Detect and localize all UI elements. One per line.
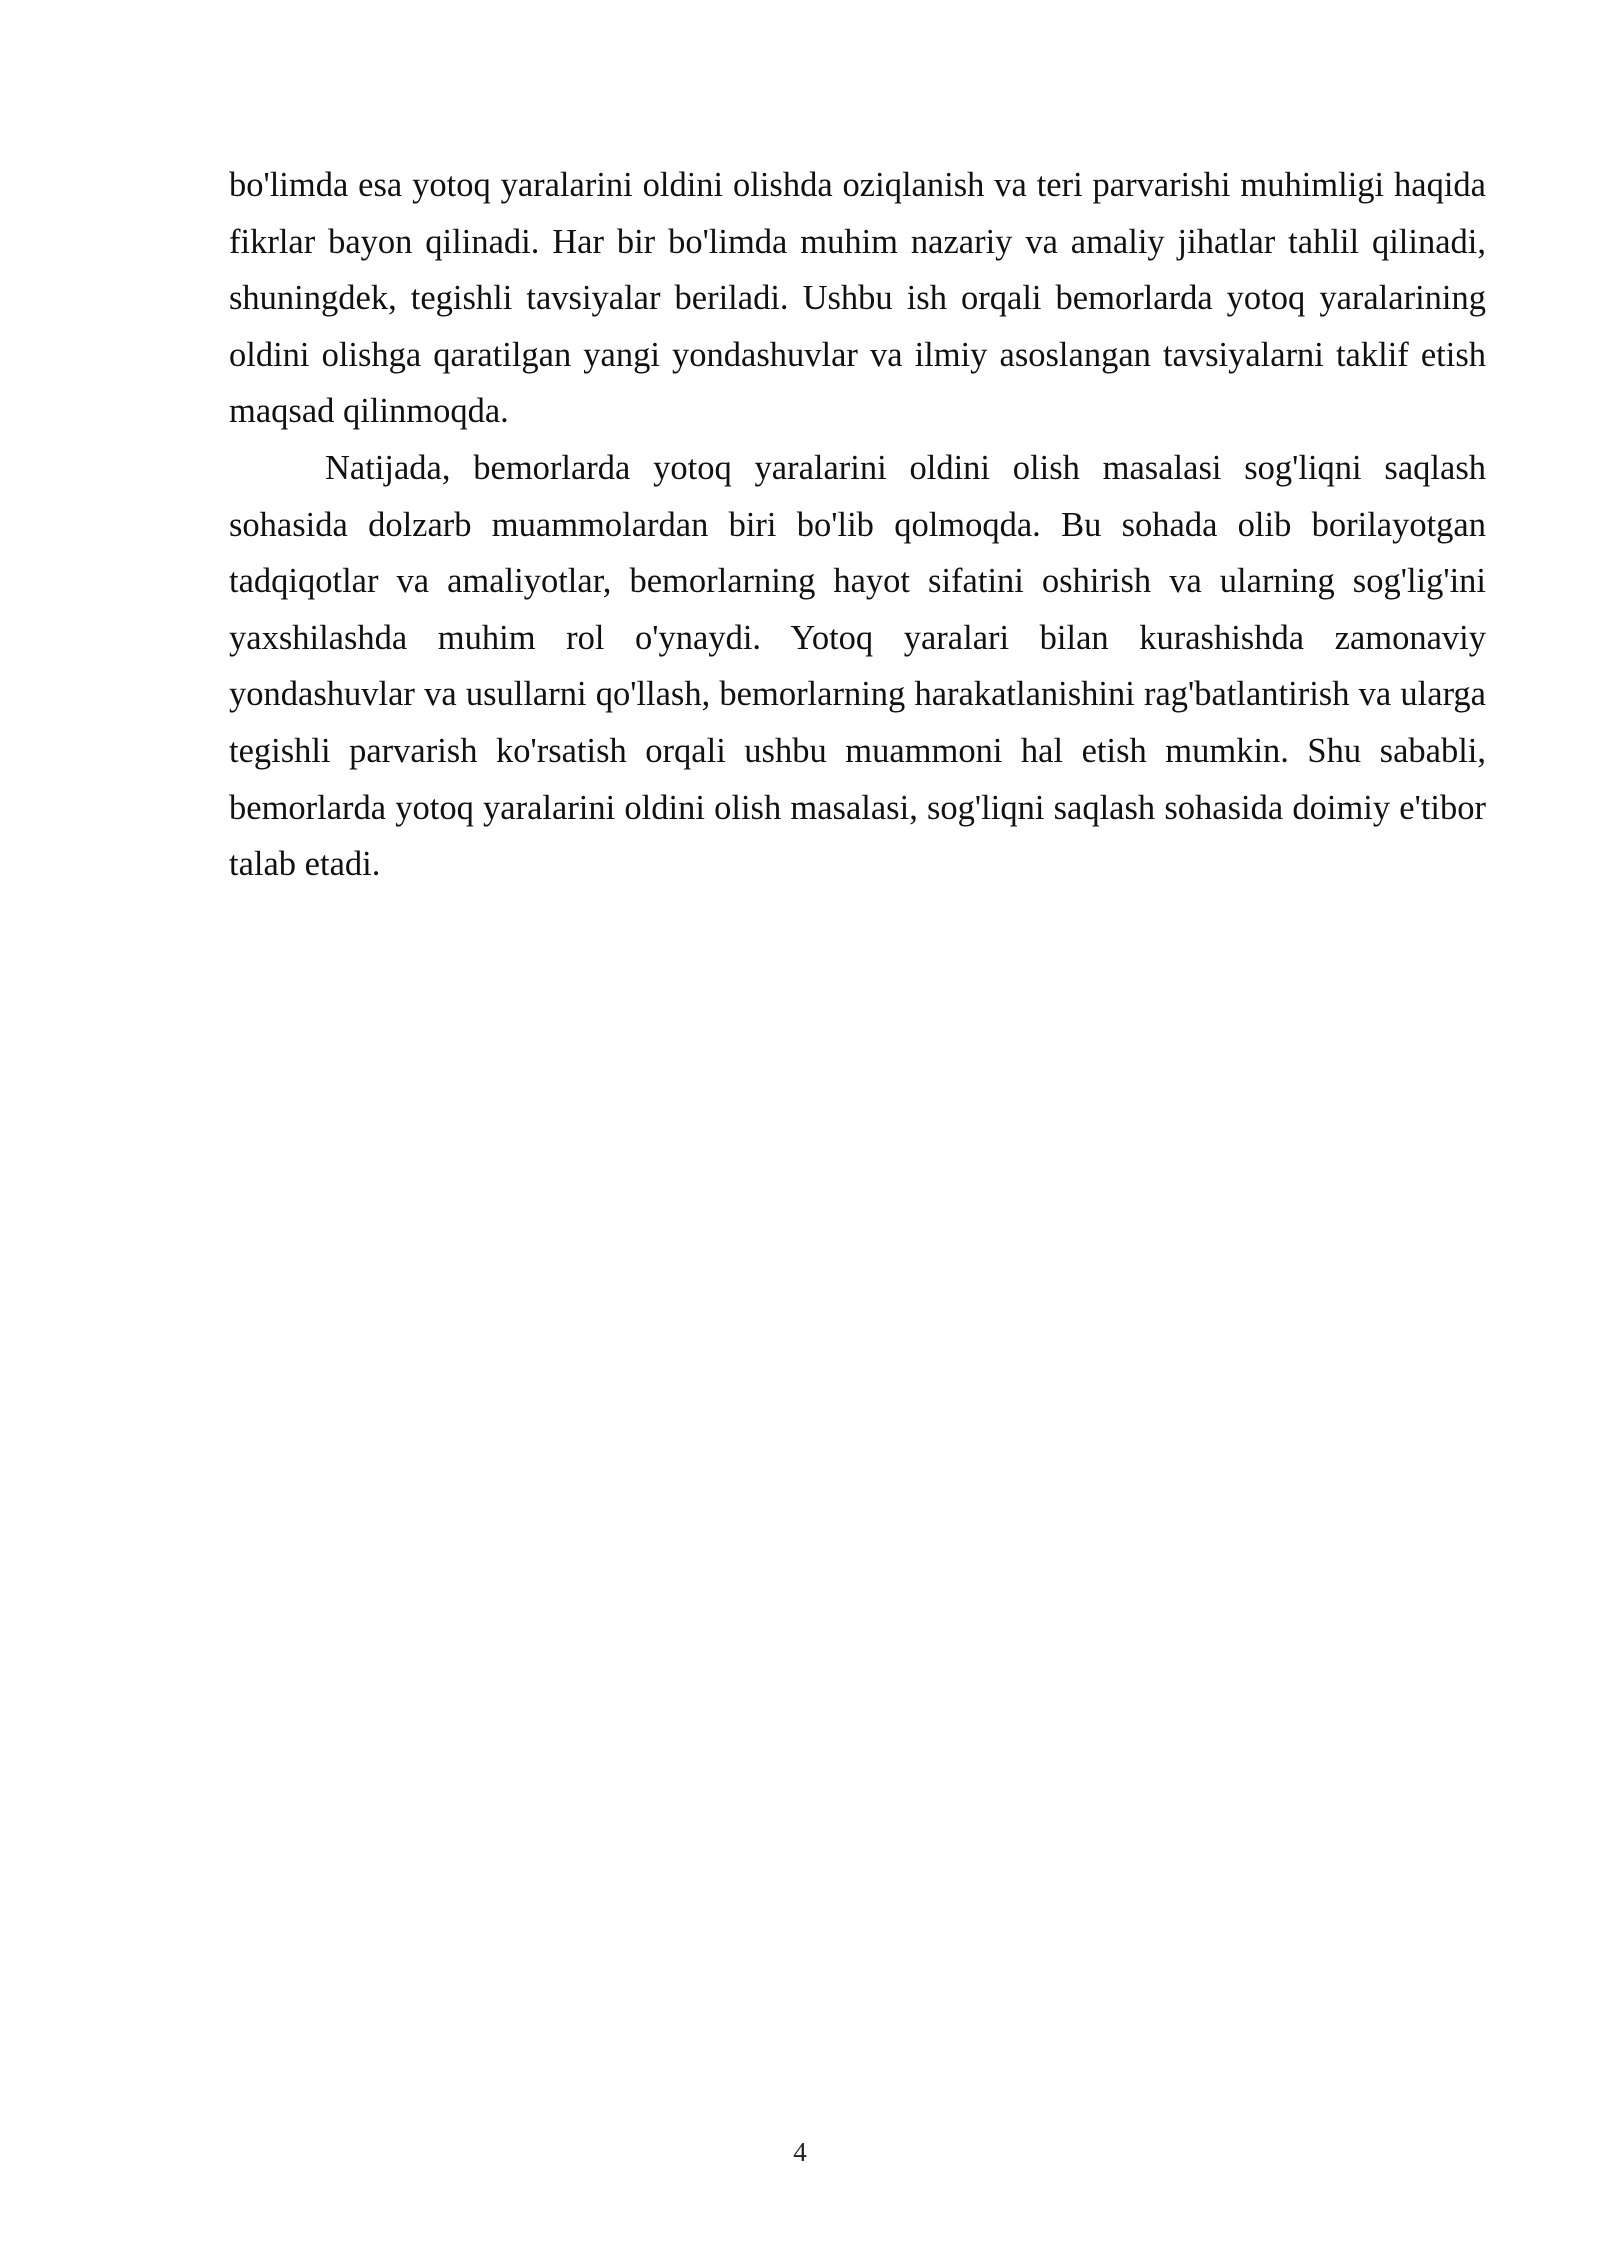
body-text [229, 157, 1486, 893]
paragraph: Natijada, bemorlarda yotoq yaralarini oldini olish masalasi sog'liqni saqlash sohasida dolzarb muammolardan biri bo'lib qolmoqda. Bu sohada olib borilayotgan tadqiqotlar va amaliyotlar, bemorlarning hayot sifatini oshirish va ularning sog'lig'ini yaxshilashda muhim rol o'ynaydi. Yotoq yaralari bilan kurashishda zamonaviy yondashuvlar va usullarni qo'llash, bemorlarning harakatlanishini rag'batlantirish va ularga tegishli parvarish ko'rsatish orqali ushbu muammoni hal etish mumkin. Shu sababli, bemorlarda yotoq yaralarini oldini olish masalasi, sog'liqni saqlash sohasida doimiy e'tibor talab etadi. [229, 448, 1486, 884]
page-number: 4 [793, 2137, 807, 2167]
paragraph: bo'limda esa yotoq yaralarini oldini olishda oziqlanish va teri parvarishi muhimligi haqida fikrlar bayon qilinadi. Har bir bo'limda muhim nazariy va amaliy jihatlar tahlil qilinadi, shuningdek, tegishli tavsiyalar beriladi. Ushbu ish orqali bemorlarda yotoq yaralarining oldini olishga qaratilgan yangi yondashuvlar va ilmiy asoslangan tavsiyalarni taklif etish maqsad qilinmoqda. [229, 166, 1486, 431]
